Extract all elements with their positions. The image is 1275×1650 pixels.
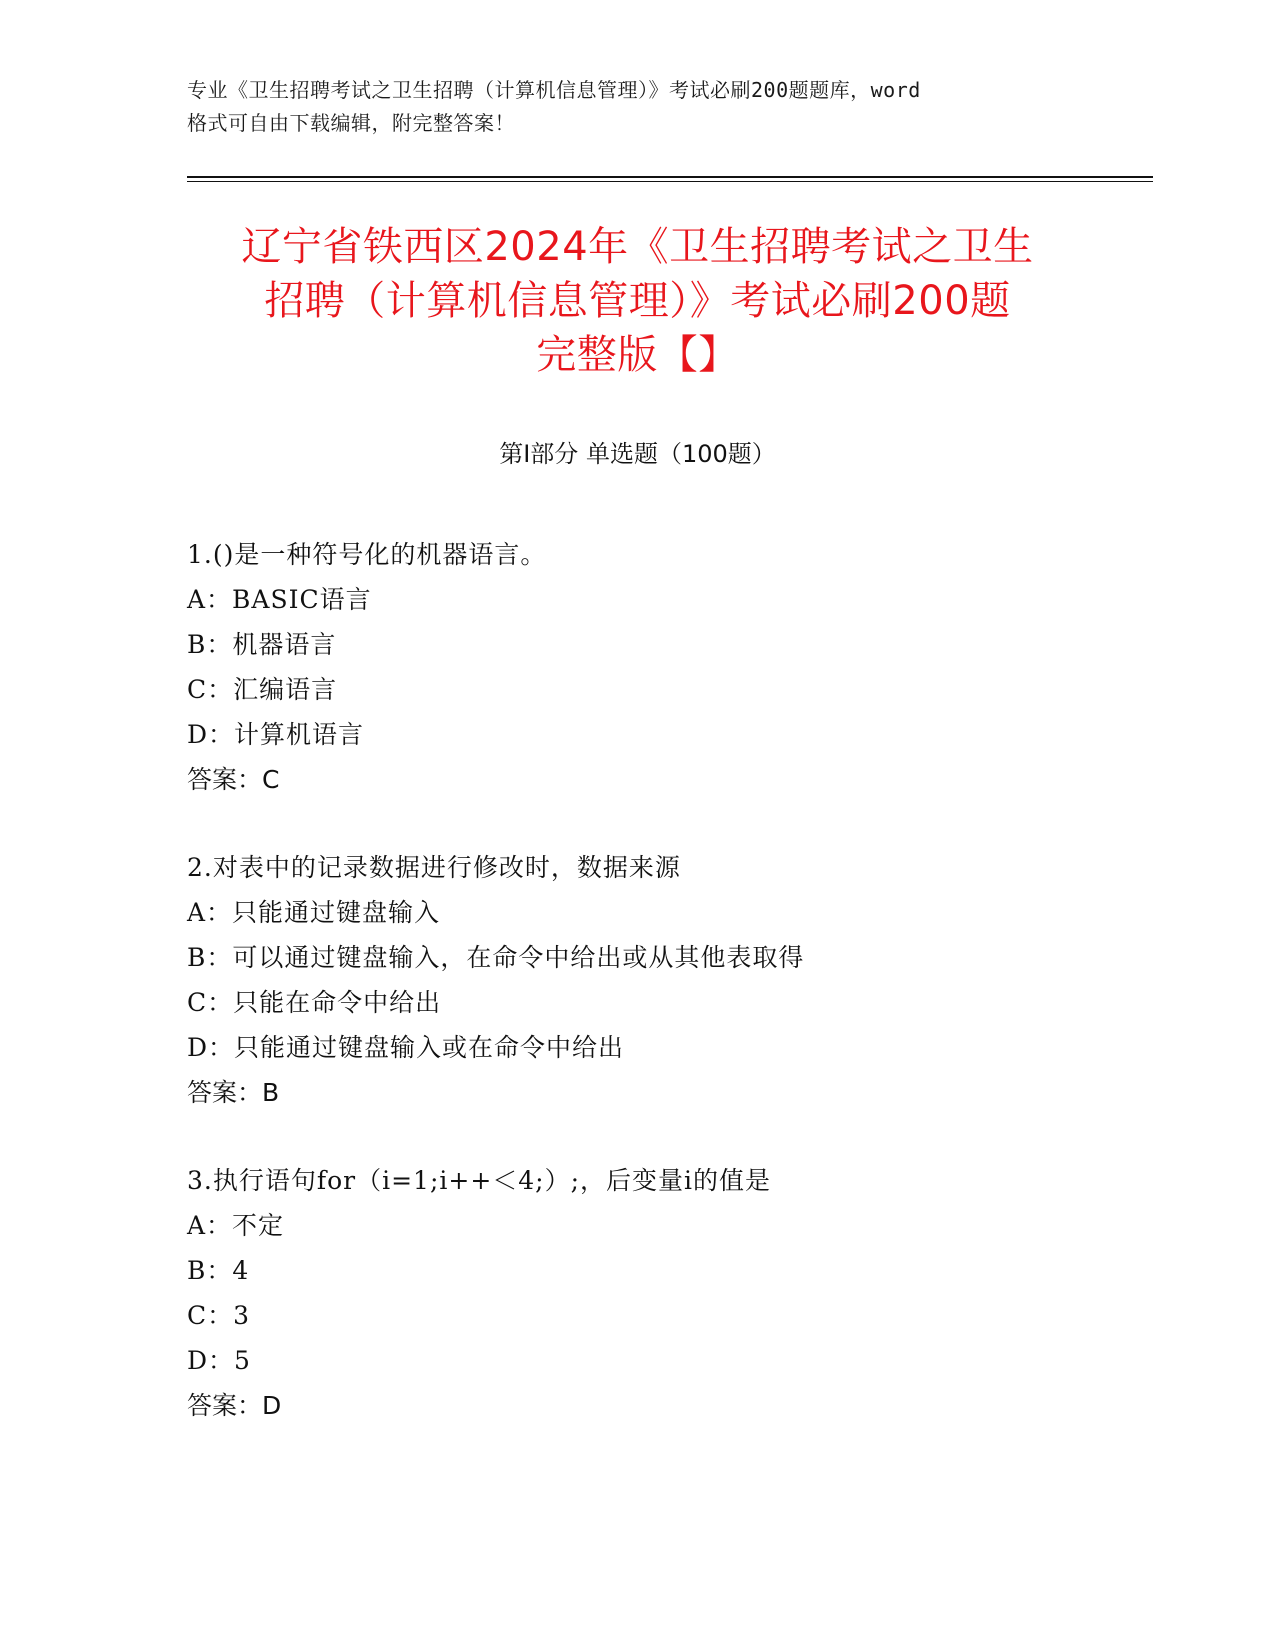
option-c: C：汇编语言 xyxy=(187,675,338,704)
document-title xyxy=(170,220,1105,382)
header-note-line-1: 专业《卫生招聘考试之卫生招聘（计算机信息管理）》考试必刷200题题库，word xyxy=(187,78,921,102)
question-2 xyxy=(187,845,1147,1115)
header-note-line-2: 格式可自由下载编辑，附完整答案！ xyxy=(187,111,515,135)
answer: 答案：D xyxy=(187,1391,282,1420)
option-d: D：只能通过键盘输入或在命令中给出 xyxy=(187,1033,625,1062)
option-d: D：计算机语言 xyxy=(187,720,365,749)
question-list xyxy=(187,532,1147,1471)
option-b: B：机器语言 xyxy=(187,630,337,659)
option-a: A：BASIC语言 xyxy=(187,585,372,614)
option-a: A：只能通过键盘输入 xyxy=(187,898,441,927)
option-a: A：不定 xyxy=(187,1211,285,1240)
option-b: B：可以通过键盘输入，在命令中给出或从其他表取得 xyxy=(187,943,805,972)
question-stem: 1.()是一种符号化的机器语言。 xyxy=(187,540,547,569)
option-b: B：4 xyxy=(187,1256,250,1285)
document-title-line-1: 辽宁省铁西区2024年《卫生招聘考试之卫生 xyxy=(241,224,1034,270)
question-1 xyxy=(187,532,1147,802)
document-title-line-2: 招聘（计算机信息管理）》考试必刷200题 xyxy=(264,278,1011,324)
document-title-line-3: 完整版【】 xyxy=(536,332,739,378)
header-divider-thin xyxy=(187,181,1153,182)
header-note xyxy=(187,74,1087,140)
option-c: C：3 xyxy=(187,1301,251,1330)
header-divider-thick xyxy=(187,176,1153,178)
question-3 xyxy=(187,1158,1147,1428)
question-stem: 3.执行语句for（i=1;i++＜4;）;，后变量i的值是 xyxy=(187,1166,772,1195)
question-stem: 2.对表中的记录数据进行修改时，数据来源 xyxy=(187,853,681,882)
answer: 答案：B xyxy=(187,1078,280,1107)
answer: 答案：C xyxy=(187,765,280,794)
section-title: 第Ⅰ部分 单选题（100题） xyxy=(499,440,776,468)
option-d: D：5 xyxy=(187,1346,251,1375)
option-c: C：只能在命令中给出 xyxy=(187,988,442,1017)
